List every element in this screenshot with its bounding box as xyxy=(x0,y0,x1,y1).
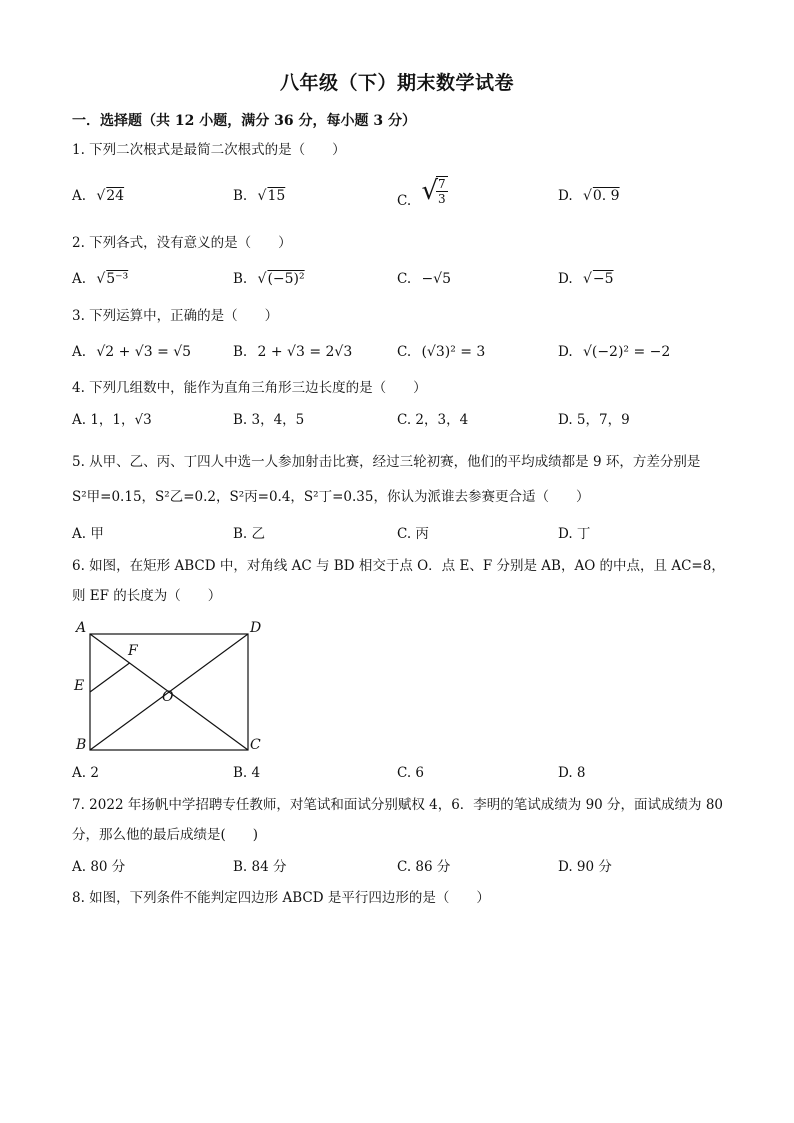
q1-option-b[interactable]: B. √15 xyxy=(233,188,286,204)
section-heading: 一．选择题（共 12 小题，满分 36 分，每小题 3 分） xyxy=(72,113,416,129)
q5-option-a[interactable]: A. 甲 xyxy=(72,526,104,542)
q1-d-radicand: 0. 9 xyxy=(592,188,620,204)
q5-option-d[interactable]: D. 丁 xyxy=(558,526,591,542)
q5-option-c[interactable]: C. 丙 xyxy=(397,526,429,542)
question-2-stem: 2. 下列各式，没有意义的是（ ） xyxy=(72,235,292,251)
q3-option-a[interactable]: A. √2 + √3 = √5 xyxy=(72,344,192,360)
q1-a-radicand: 24 xyxy=(106,188,125,204)
q7-option-d[interactable]: D. 90 分 xyxy=(558,859,612,875)
q2-c-expression: −√5 xyxy=(421,271,451,287)
label-e: E xyxy=(74,678,85,694)
question-7-stem: 7. 2022 年扬帆中学招聘专任教师，对笔试和面试分别赋权 4，6．李明的笔试成绩为 90 分，面试成绩为 80 xyxy=(72,797,724,813)
q1-option-d[interactable]: D. √0. 9 xyxy=(558,188,620,204)
label-a: A xyxy=(76,620,87,636)
q1-b-radicand: 15 xyxy=(267,188,286,204)
segment-ef xyxy=(90,663,130,692)
question-7-stem-line2: 分，那么他的最后成绩是( ) xyxy=(72,827,259,843)
question-6-stem: 6. 如图，在矩形 ABCD 中，对角线 AC 与 BD 相交于点 O．点 E、F 分别是 AB，AO 的中点，且 AC=8， xyxy=(72,558,725,574)
q2-option-a[interactable]: A. √5⁻³ xyxy=(72,271,129,287)
q6-option-c[interactable]: C. 6 xyxy=(397,765,425,781)
q2-a-radicand: 5⁻³ xyxy=(106,271,129,287)
q3-option-d[interactable]: D. √(−2)² = −2 xyxy=(558,344,671,360)
question-8-stem: 8. 如图，下列条件不能判定四边形 ABCD 是平行四边形的是（ ） xyxy=(72,890,490,906)
q1-option-a[interactable]: A. √24 xyxy=(72,188,125,204)
q4-option-b[interactable]: B. 3，4，5 xyxy=(233,412,305,428)
q4-option-a[interactable]: A. 1，1，√3 xyxy=(72,412,152,428)
label-d: D xyxy=(250,620,262,636)
q3-c-expression: (√3)² = 3 xyxy=(421,344,486,360)
q3-d-expression: √(−2)² = −2 xyxy=(582,344,671,360)
question-1-stem: 1. 下列二次根式是最简二次根式的是（ ） xyxy=(72,142,346,158)
q6-option-a[interactable]: A. 2 xyxy=(72,765,99,781)
question-6-stem-line2: 则 EF 的长度为（ ） xyxy=(72,588,222,604)
label-o: O xyxy=(162,689,174,705)
question-4-stem: 4. 下列几组数中，能作为直角三角形三边长度的是（ ） xyxy=(72,380,427,396)
q3-a-expression: √2 + √3 = √5 xyxy=(96,344,192,360)
label-c: C xyxy=(250,737,261,753)
q4-option-c[interactable]: C. 2，3，4 xyxy=(397,412,469,428)
q1-option-c[interactable]: C. √ $\frac{7}{3}$ xyxy=(397,176,446,209)
question-3-stem: 3. 下列运算中，正确的是（ ） xyxy=(72,308,279,324)
q5-option-b[interactable]: B. 乙 xyxy=(233,526,266,542)
q6-option-d[interactable]: D. 8 xyxy=(558,765,586,781)
q1-c-numerator: 7 xyxy=(438,177,446,191)
question-5-variances: S²甲=0.15，S²乙=0.2，S²丙=0.4，S²丁=0.35，你认为派谁去参赛更合适（ ） xyxy=(72,489,590,505)
q2-option-d[interactable]: D. √−5 xyxy=(558,271,614,287)
q3-option-b[interactable]: B. 2 + √3 = 2√3 xyxy=(233,344,353,360)
q7-option-b[interactable]: B. 84 分 xyxy=(233,859,287,875)
q7-option-c[interactable]: C. 86 分 xyxy=(397,859,451,875)
q2-option-c[interactable]: C. −√5 xyxy=(397,271,451,287)
q1-c-denominator: 3 xyxy=(438,192,446,206)
q3-b-expression: 2 + √3 = 2√3 xyxy=(257,344,353,360)
label-f: F xyxy=(128,643,138,659)
q2-option-b[interactable]: B. √(−5)² xyxy=(233,271,305,287)
label-b: B xyxy=(76,737,87,753)
q4-option-d[interactable]: D. 5，7，9 xyxy=(558,412,630,428)
q3-option-c[interactable]: C. (√3)² = 3 xyxy=(397,344,486,360)
q2-d-radicand: −5 xyxy=(592,271,614,287)
question-5-stem: 5. 从甲、乙、丙、丁四人中选一人参加射击比赛，经过三轮初赛，他们的平均成绩都是 9 环，方差分别是 xyxy=(72,454,701,470)
rectangle-diagram xyxy=(72,616,272,756)
q2-b-radicand: (−5)² xyxy=(267,271,305,287)
q6-option-b[interactable]: B. 4 xyxy=(233,765,261,781)
q7-option-a[interactable]: A. 80 分 xyxy=(72,859,126,875)
page-title: 八年级（下）期末数学试卷 xyxy=(279,72,514,94)
